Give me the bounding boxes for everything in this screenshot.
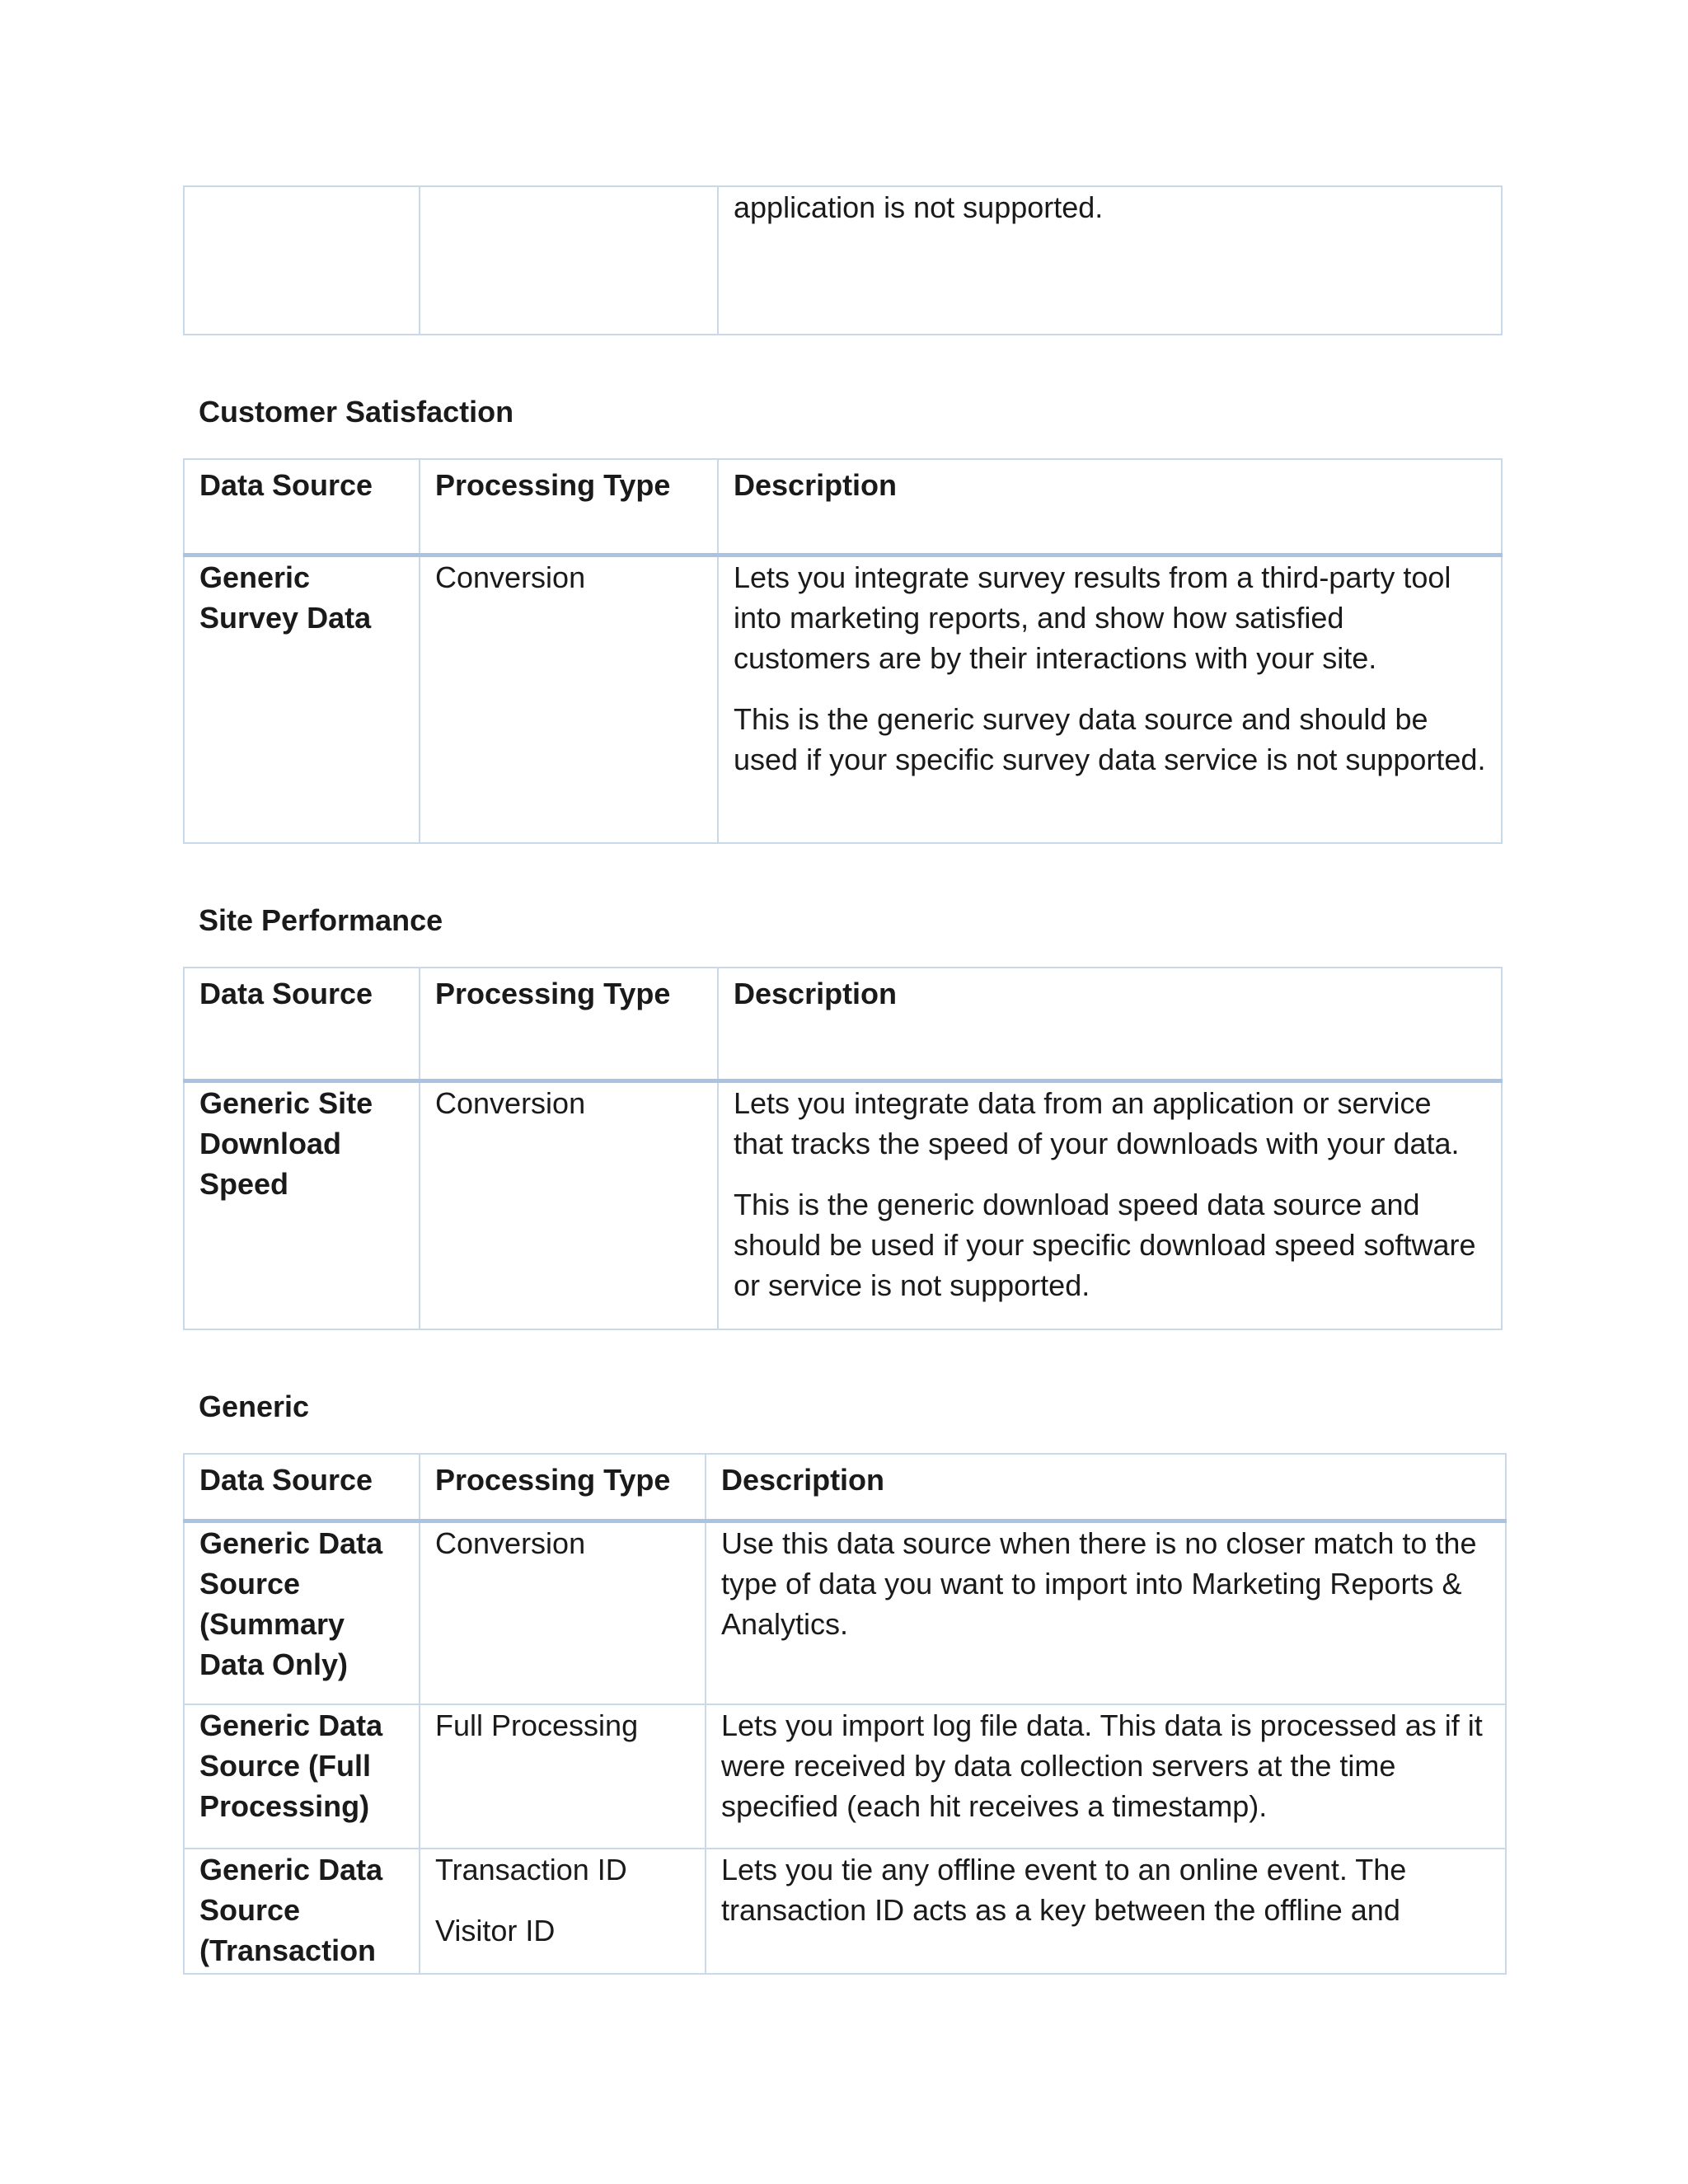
data-source-cell [184, 1521, 420, 1704]
column-header-description: Description [718, 968, 1502, 1080]
column-header-description: Description [706, 1454, 1506, 1521]
description-cell [718, 186, 1502, 335]
data-source-name: Generic Data Source (Full Processing) [199, 1708, 383, 1823]
processing-type-value: Transaction ID [435, 1853, 627, 1886]
table-row [184, 1849, 1506, 1974]
data-source-name: Generic Survey Data [199, 560, 372, 635]
data-source-name: Generic Data Source (Transaction [199, 1853, 383, 1967]
customer-satisfaction-table [183, 458, 1503, 844]
processing-type-value: Conversion [435, 1526, 586, 1560]
processing-type-cell [420, 186, 718, 335]
description-text: Lets you import log file data. This data is processed as if it were received by data collection servers at the time specified (each hit receives a timestamp). [721, 1708, 1483, 1823]
column-header-processing-type: Processing Type [420, 459, 718, 555]
column-header-description: Description [718, 459, 1502, 555]
section-title-site-performance: Site Performance [199, 903, 443, 937]
processing-type-cell [420, 555, 718, 843]
section-title-customer-satisfaction: Customer Satisfaction [199, 395, 514, 429]
processing-type-value: Conversion [435, 1085, 586, 1120]
table-header-row [184, 459, 1502, 555]
description-cell [718, 555, 1502, 843]
processing-type-value: Conversion [435, 560, 586, 594]
column-header-data-source: Data Source [184, 968, 420, 1080]
processing-type-cell [420, 1521, 706, 1704]
table-header-row [184, 968, 1502, 1080]
processing-type-cell [420, 1080, 718, 1329]
data-source-cell [184, 1704, 420, 1849]
data-source-cell [184, 1080, 420, 1329]
description-text: Use this data source when there is no closer match to the type of data you want to import into Marketing Reports & Analytics. [721, 1526, 1477, 1641]
table-header-row [184, 1454, 1506, 1521]
description-cell [718, 1080, 1502, 1329]
description-cell [706, 1849, 1506, 1974]
description-text: This is the generic survey data source and should be used if your specific survey data service is not supported. [734, 701, 1486, 776]
table-row [184, 1080, 1502, 1329]
site-performance-table [183, 967, 1503, 1330]
data-source-cell [184, 186, 420, 335]
description-text: application is not supported. [734, 190, 1104, 224]
section-title-generic: Generic [199, 1390, 310, 1423]
column-header-processing-type: Processing Type [420, 968, 718, 1080]
description-text: Lets you integrate data from an application or service that tracks the speed of your downloads with your data. [734, 1085, 1460, 1160]
column-header-processing-type: Processing Type [420, 1454, 706, 1521]
description-text: Lets you integrate survey results from a third-party tool into marketing reports, and show how satisfied customers are by their interactions with your site. [734, 560, 1451, 675]
generic-table [183, 1453, 1507, 1975]
table-row [184, 186, 1502, 335]
description-cell [706, 1704, 1506, 1849]
continuation-table [183, 185, 1503, 335]
processing-type-cell [420, 1704, 706, 1849]
data-source-cell [184, 1849, 420, 1974]
column-header-data-source: Data Source [184, 1454, 420, 1521]
description-cell [706, 1521, 1506, 1704]
description-text: This is the generic download speed data source and should be used if your specific download speed software or service is not supported. [734, 1187, 1476, 1302]
processing-type-value: Visitor ID [435, 1914, 556, 1947]
table-row [184, 1704, 1506, 1849]
data-source-cell [184, 555, 420, 843]
table-row [184, 555, 1502, 843]
data-source-name: Generic Site Download Speed [199, 1085, 373, 1201]
data-source-name: Generic Data Source (Summary Data Only) [199, 1526, 383, 1681]
description-text: Lets you tie any offline event to an online event. The transaction ID acts as a key between the offline and [721, 1853, 1407, 1927]
processing-type-cell [420, 1849, 706, 1974]
table-row [184, 1521, 1506, 1704]
column-header-data-source: Data Source [184, 459, 420, 555]
processing-type-value: Full Processing [435, 1708, 639, 1742]
